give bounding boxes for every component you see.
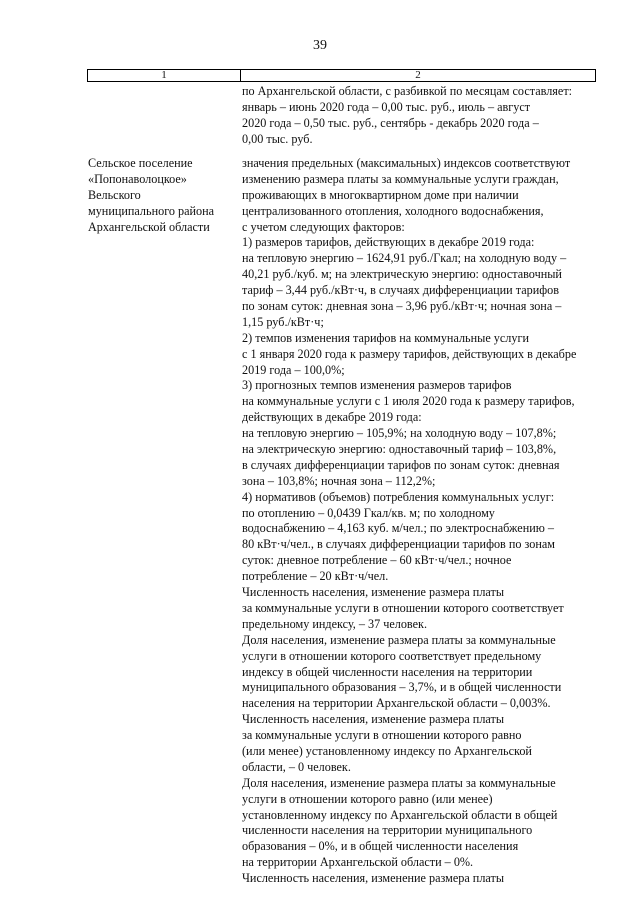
- text-line: потребление – 20 кВт·ч/чел.: [242, 569, 389, 584]
- text-line: проживающих в многоквартирном доме при наличии: [242, 187, 519, 202]
- text-line: на тепловую энергию – 1624,91 руб./Гкал; на холодную воду –: [242, 251, 567, 266]
- text-line: предельному индексу, – 37 человек.: [242, 616, 427, 631]
- text-line: по Архангельской области, с разбивкой по месяцам составляет:: [242, 84, 573, 98]
- text-line: 2019 года – 100,0%;: [242, 362, 345, 377]
- settlement-description-cell: [242, 156, 602, 887]
- text-line: области, – 0 человек.: [242, 759, 351, 774]
- text-line: Доля населения, изменение размера платы за коммунальные: [242, 775, 556, 790]
- text-line: по отоплению – 0,0439 Гкал/кв. м; по холодному: [242, 505, 495, 520]
- page-number: 39: [313, 38, 327, 53]
- text-line: зона – 103,8%; ночная зона – 112,2%;: [242, 473, 436, 488]
- text-line: на электрическую энергию: одноставочный тариф – 103,8%,: [242, 442, 557, 457]
- settlement-name-line: Сельское поселение: [88, 156, 193, 170]
- text-line: Численность населения, изменение размера платы: [242, 712, 505, 727]
- text-line: с учетом следующих факторов:: [242, 219, 405, 234]
- text-line: (или менее) установленному индексу по Архангельской: [242, 743, 532, 758]
- text-line: 2) темпов изменения тарифов на коммунальные услуги: [242, 330, 529, 345]
- text-line: услуги в отношении которого равно (или менее): [242, 791, 493, 806]
- text-line: Численность населения, изменение размера платы: [242, 585, 505, 600]
- text-line: 2020 года – 0,50 тыс. руб., сентябрь - декабрь 2020 года –: [242, 115, 539, 130]
- text-line: Численность населения, изменение размера платы: [242, 871, 505, 886]
- settlement-name-line: Архангельской области: [88, 219, 210, 234]
- text-line: населения на территории Архангельской области – 0,003%.: [242, 696, 551, 711]
- text-line: январь – июнь 2020 года – 0,00 тыс. руб., июль – август: [242, 99, 531, 114]
- text-line: 80 кВт·ч/чел., в случаях дифференциации тарифов по зонам: [242, 537, 556, 552]
- text-line: численности населения на территории муниципального: [242, 823, 533, 838]
- text-line: 1,15 руб./кВт·ч;: [242, 314, 324, 329]
- text-line: 0,00 тыс. руб.: [242, 131, 313, 146]
- text-line: услуги в отношении которого соответствует предельному: [242, 648, 542, 663]
- text-line: 1) размеров тарифов, действующих в декабре 2019 года:: [242, 235, 535, 250]
- continuation-cell: [242, 84, 602, 148]
- text-line: изменению размера платы за коммунальные услуги граждан,: [242, 171, 559, 186]
- text-line: индексу в общей численности населения на территории: [242, 664, 533, 679]
- text-line: централизованного отопления, холодного водоснабжения,: [242, 203, 544, 218]
- column-1-number: 1: [88, 70, 241, 81]
- text-line: 4) нормативов (объемов) потребления коммунальных услуг:: [242, 489, 555, 504]
- text-line: установленному индексу по Архангельской области в общей: [242, 807, 558, 822]
- text-line: 40,21 руб./куб. м; на электрическую энергию: одноставочный: [242, 267, 562, 282]
- text-line: значения предельных (максимальных) индексов соответствуют: [242, 156, 571, 170]
- text-line: Доля населения, изменение размера платы за коммунальные: [242, 632, 556, 647]
- settlement-name-line: Вельского: [88, 187, 141, 202]
- text-line: муниципального образования – 3,7%, и в общей численности: [242, 680, 562, 695]
- text-line: суток: дневное потребление – 60 кВт·ч/чел.; ночное: [242, 553, 512, 568]
- text-line: за коммунальные услуги в отношении которого соответствует: [242, 600, 564, 615]
- text-line: тариф – 3,44 руб./кВт·ч, в случаях дифференциации тарифов: [242, 283, 559, 298]
- table-column-header: [87, 69, 596, 82]
- text-line: на тепловую энергию – 105,9%; на холодную воду – 107,8%;: [242, 426, 557, 441]
- settlement-name-line: «Попонаволоцкое»: [88, 171, 187, 186]
- text-line: по зонам суток: дневная зона – 3,96 руб./кВт·ч; ночная зона –: [242, 299, 562, 314]
- settlement-name-line: муниципального района: [88, 203, 215, 218]
- text-line: на коммунальные услуги с 1 июля 2020 года к размеру тарифов,: [242, 394, 575, 409]
- column-2-number: 2: [415, 69, 421, 81]
- text-line: образования – 0%, и в общей численности населения: [242, 839, 519, 854]
- text-line: водоснабжению – 4,163 куб. м/чел.; по электроснабжению –: [242, 521, 554, 536]
- text-line: 3) прогнозных темпов изменения размеров тарифов: [242, 378, 512, 393]
- text-line: действующих в декабре 2019 года:: [242, 410, 422, 425]
- text-line: в случаях дифференциации тарифов по зонам суток: дневная: [242, 457, 560, 472]
- text-line: с 1 января 2020 года к размеру тарифов, действующих в декабре: [242, 346, 577, 361]
- text-line: за коммунальные услуги в отношении которого равно: [242, 728, 522, 743]
- settlement-name-cell: [88, 156, 238, 235]
- text-line: на территории Архангельской области – 0%.: [242, 855, 474, 870]
